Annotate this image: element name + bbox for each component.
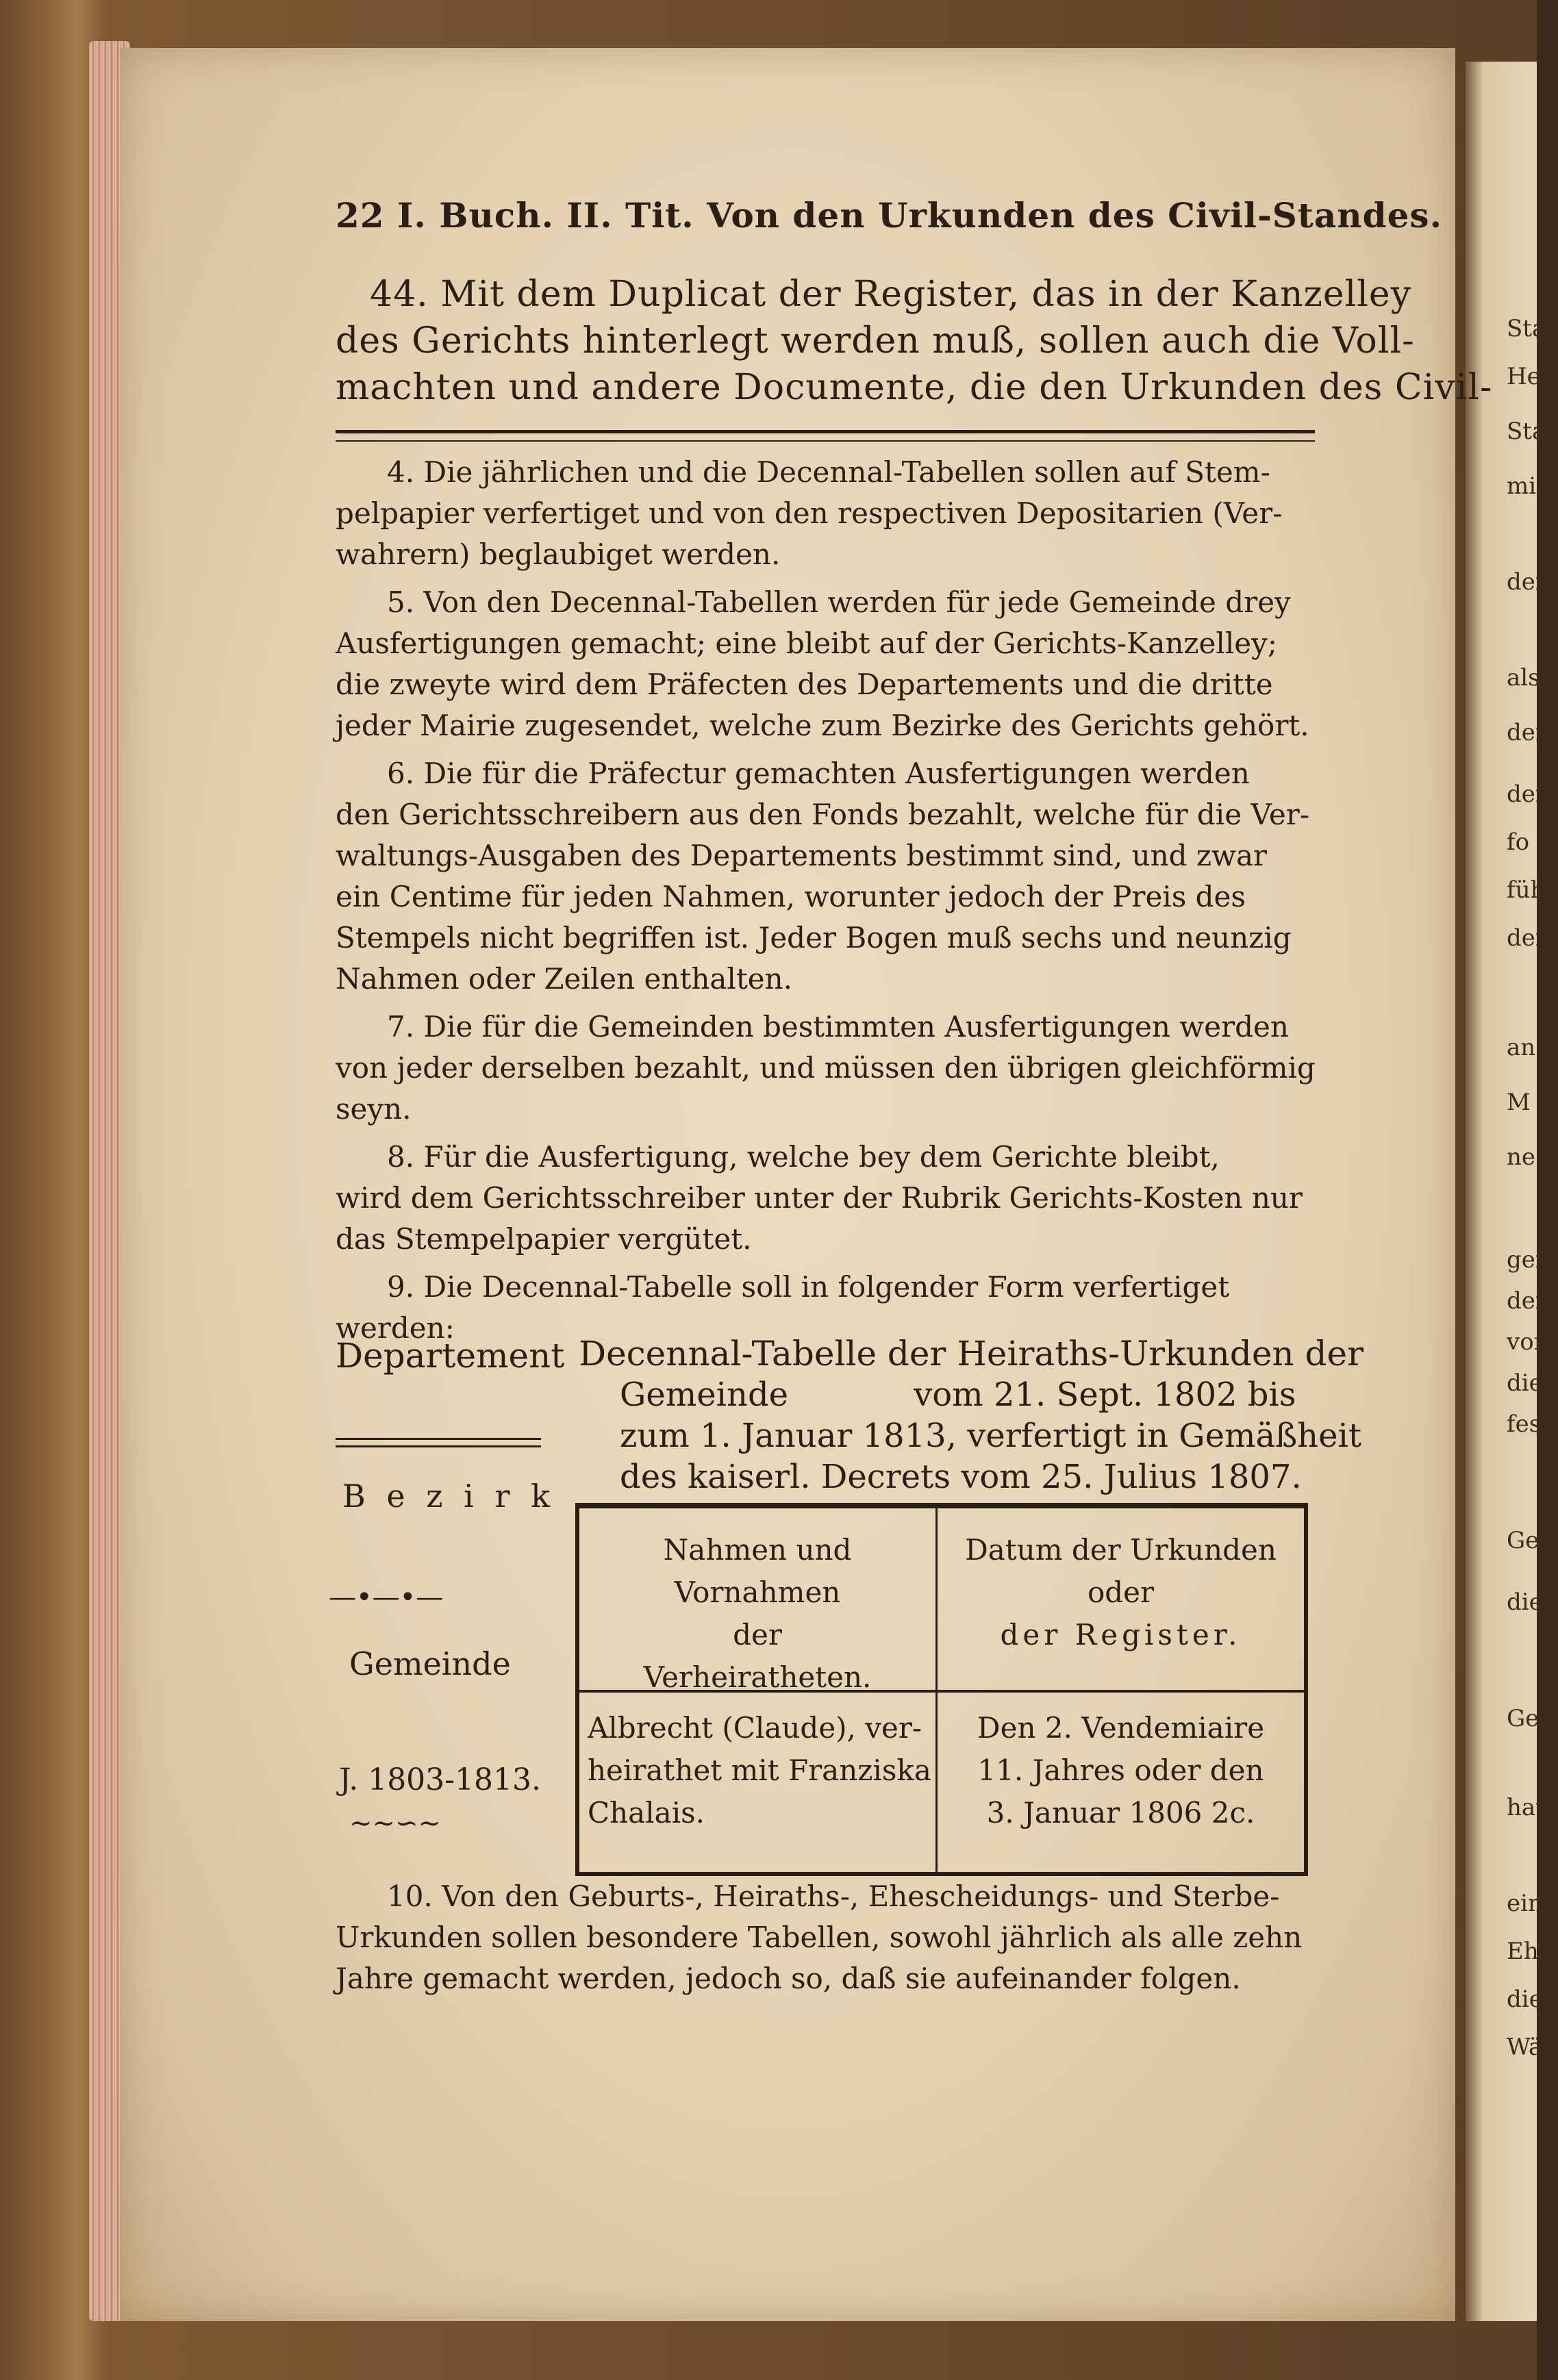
facing-text: mit [1507, 472, 1546, 500]
col1-entry-line: Chalais. [588, 1796, 705, 1830]
note-line: Ausfertigungen gemacht; eine bleibt auf der Gerichts-Kanzelley; [336, 626, 1277, 660]
facing-text: den [1507, 781, 1550, 808]
col2-header [938, 1529, 1304, 1656]
col1-header [579, 1529, 935, 1699]
note-line: seyn. [336, 1092, 412, 1126]
ornament-divider: —•—•— [329, 1582, 444, 1613]
facing-text: die [1507, 1986, 1543, 2013]
note-line: 6. Die für die Präfectur gemachten Ausfertigungen werden [387, 757, 1250, 790]
note-line: Stempels nicht begriffen ist. Jeder Bogen muß sechs und neunzig [336, 921, 1292, 954]
note-10-line: Jahre gemacht werden, jedoch so, daß sie aufeinander folgen. [336, 1962, 1241, 1995]
footnote-separator [336, 430, 1315, 442]
form-title-line: zum 1. Januar 1813, verfertigt in Gemäßheit [620, 1417, 1362, 1455]
note-line: werden: [336, 1311, 455, 1345]
note-line: 5. Von den Decennal-Tabellen werden für jede Gemeinde drey [387, 585, 1291, 619]
facing-text: ans [1507, 1034, 1548, 1061]
form-departement: Departement [336, 1336, 565, 1376]
note-line: 4. Die jährlichen und die Decennal-Tabellen sollen auf Stem- [387, 455, 1270, 489]
facing-text: der [1507, 719, 1547, 746]
col1-header-line: Verheiratheten. [643, 1660, 872, 1694]
facing-text: ne [1507, 1143, 1536, 1171]
facing-text: die [1507, 1588, 1543, 1616]
col2-entry-line: 11. Jahres oder den [977, 1754, 1264, 1787]
form-title-line: des kaiserl. Decrets vom 25. Julius 1807. [620, 1458, 1302, 1496]
col2-entry-line: Den 2. Vendemiaire [977, 1711, 1265, 1745]
note-line: wird dem Gerichtsschreiber unter der Rubrik Gerichts-Kosten nur [336, 1181, 1303, 1215]
article-44-line: machten und andere Documente, die den Urkunden des Civil- [336, 367, 1493, 408]
note-line: wahrern) beglaubiget werden. [336, 537, 781, 571]
ornament-swash: ∼∼∽∼ [349, 1808, 442, 1839]
form-title-line: Decennal-Tabelle der Heiraths-Urkunden der [579, 1334, 1364, 1373]
facing-text: gen [1507, 1246, 1550, 1274]
note-line: von jeder derselben bezahlt, und müssen den übrigen gleichförmig [336, 1051, 1316, 1085]
running-head: 22 I. Buch. II. Tit. Von den Urkunden des Civil-Standes. [336, 195, 1442, 236]
facing-text: Sta [1507, 315, 1546, 342]
facing-text: von [1507, 1328, 1549, 1356]
note-line: Nahmen oder Zeilen enthalten. [336, 962, 792, 996]
facing-text: Ge [1507, 1527, 1540, 1554]
facing-text: fes [1507, 1410, 1542, 1438]
note-line: 8. Für die Ausfertigung, welche bey dem Gerichte bleibt, [387, 1140, 1220, 1174]
note-10-line: Urkunden sollen besondere Tabellen, sowohl jährlich als alle zehn [336, 1921, 1303, 1954]
form-bezirk: B e z i r k [342, 1478, 555, 1515]
col1-entry-line: heirathet mit Franziska [588, 1754, 931, 1787]
note-line: ein Centime für jeden Nahmen, worunter jedoch der Preis des [336, 880, 1246, 913]
col2-entry [938, 1707, 1304, 1834]
facing-text: eine [1507, 1890, 1557, 1917]
note-line: die zweyte wird dem Präfecten des Departements und die dritte [336, 668, 1273, 701]
col2-header-line: Datum der Urkunden [965, 1533, 1277, 1567]
facing-text: führ [1507, 876, 1557, 904]
facing-text: die [1507, 1369, 1543, 1397]
facing-text: Wäl [1507, 2034, 1550, 2061]
note-line: waltungs-Ausgaben des Departements bestimmt sind, und zwar [336, 839, 1268, 872]
facing-text: fo [1507, 828, 1530, 856]
col2-entry-line: 3. Januar 1806 2c. [986, 1796, 1255, 1830]
note-line: 7. Die für die Gemeinden bestimmten Ausfertigungen werden [387, 1010, 1289, 1043]
facing-text: Ge [1507, 1705, 1540, 1732]
facing-text: als [1507, 664, 1540, 692]
article-44-line: 44. Mit dem Duplicat der Register, das in der Kanzelley [370, 274, 1412, 315]
facing-text: den [1507, 1287, 1550, 1315]
facing-text: den. [1507, 924, 1558, 952]
article-44-line: des Gerichts hinterlegt werden muß, sollen auch die Voll- [336, 320, 1415, 362]
note-line: 9. Die Decennal-Tabelle soll in folgender Form verfertiget [387, 1270, 1230, 1304]
facing-text: Sta [1507, 418, 1546, 445]
col1-header-line: der [733, 1618, 782, 1651]
form-years: J. 1803-1813. [339, 1762, 542, 1797]
form-title-line: Gemeinde vom 21. Sept. 1802 bis [620, 1376, 1296, 1414]
facing-text: hat [1507, 1794, 1545, 1821]
note-line: pelpapier verfertiget und von den respectiven Depositarien (Ver- [336, 496, 1283, 530]
col1-header-line: Nahmen und Vornahmen [663, 1533, 852, 1609]
col2-header-line: der Register. [1000, 1618, 1242, 1651]
col1-entry [588, 1707, 933, 1834]
form-rule [336, 1438, 541, 1447]
decennial-table [575, 1503, 1308, 1876]
facing-text: Eh [1507, 1938, 1539, 1965]
form-gemeinde: Gemeinde [349, 1645, 511, 1682]
col1-entry-line: Albrecht (Claude), ver- [588, 1711, 922, 1745]
note-line: das Stempelpapier vergütet. [336, 1222, 752, 1256]
note-line: den Gerichtsschreibern aus den Fonds bezahlt, welche für die Ver- [336, 798, 1310, 831]
facing-text: Hei [1507, 363, 1548, 390]
col2-header-line: oder [1087, 1575, 1155, 1609]
note-line: jeder Mairie zugesendet, welche zum Bezirke des Gerichts gehört. [336, 709, 1309, 742]
facing-text: den [1507, 568, 1550, 596]
facing-text: M [1507, 1089, 1531, 1116]
note-10-line: 10. Von den Geburts-, Heiraths-, Ehescheidungs- und Sterbe- [387, 1879, 1280, 1913]
